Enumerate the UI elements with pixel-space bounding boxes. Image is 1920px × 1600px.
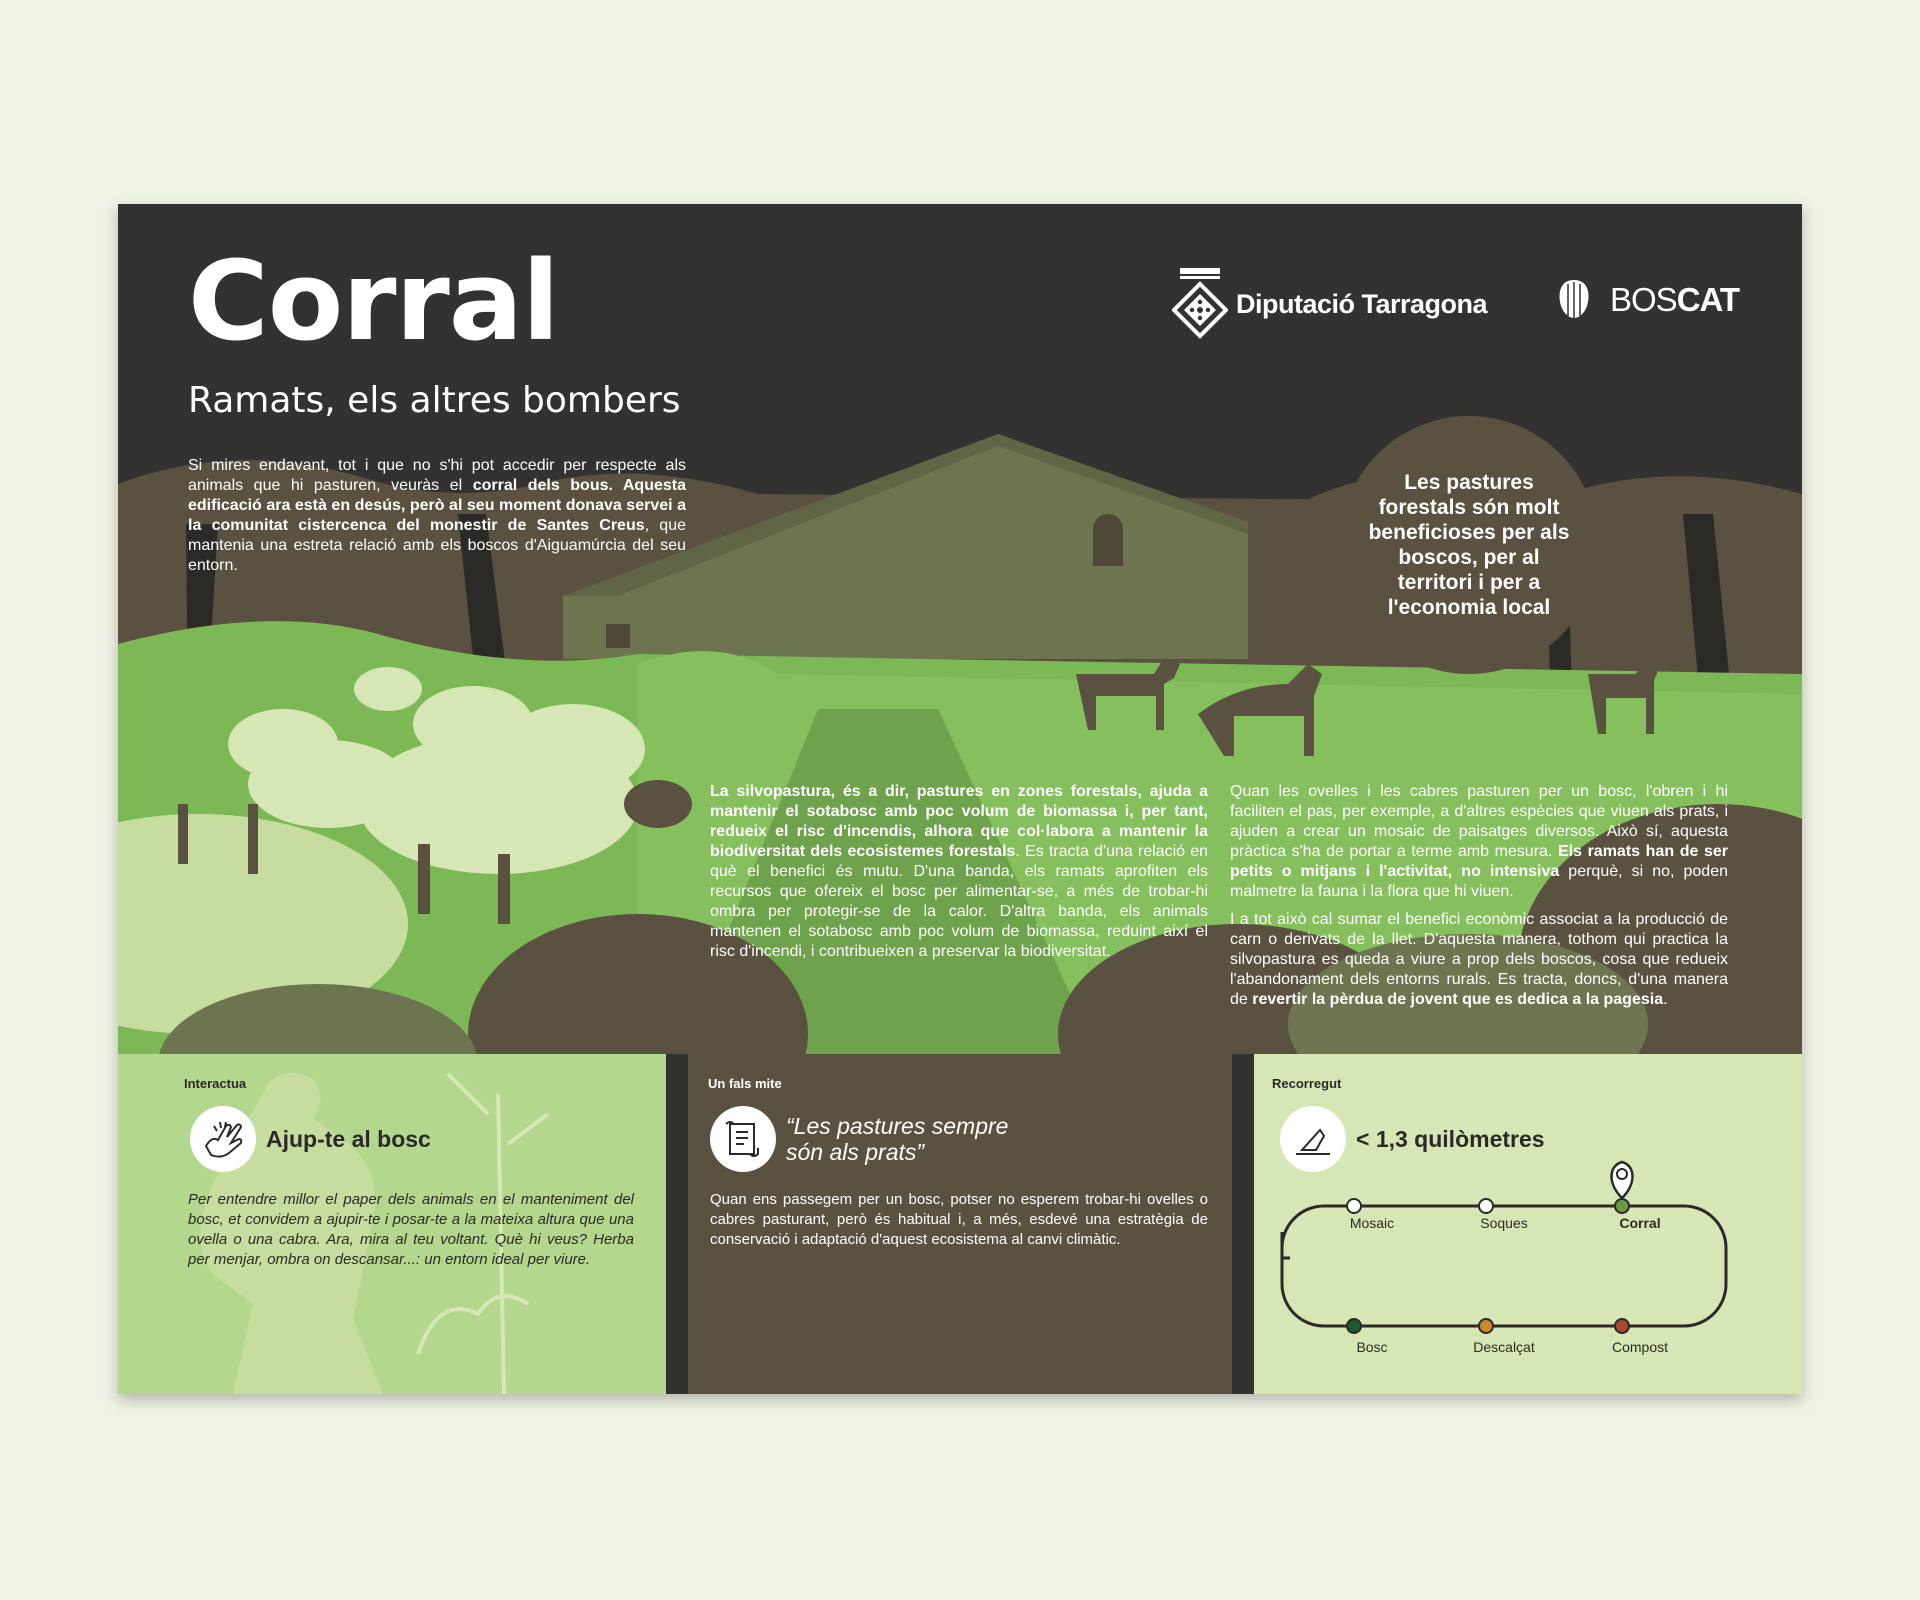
boscat-bold: CAT: [1676, 281, 1740, 318]
ramats-p1-run: Els ramats han de ser petits o mitjans i l'activitat, no intensiva: [1230, 843, 1728, 880]
route-stop-bottom-1: [1479, 1319, 1493, 1333]
myth-label: Un fals mite: [708, 1076, 782, 1091]
ramats-paragraph-2: [1230, 910, 1728, 1010]
boscat-logo: [1558, 278, 1739, 322]
myth-heading: [710, 1106, 1046, 1172]
route-stop-label: Compost: [1611, 1339, 1669, 1355]
route-stop-top-1: [1479, 1199, 1493, 1213]
boscat-wordmark: [1600, 281, 1739, 319]
info-panel: [118, 204, 1802, 1394]
interact-title: Ajup-te al bosc: [266, 1125, 431, 1152]
ramats-p2-run: I a tot això cal sumar el benefici econòmic associat a la producció de carn o derivats de la llet. D'aquesta manera, tothom qui practica la silvopastura es queda a viure a prop dels boscos, cosa que redueix l'abandonament dels entorns rurals. Es tracta, doncs, d'una manera de: [1230, 911, 1728, 1008]
interact-heading: [190, 1106, 431, 1172]
scroll-icon: [710, 1106, 776, 1172]
route-stop-bottom-2: [1615, 1319, 1629, 1333]
intro-run: Si mires endavant, tot i que no s'hi pot accedir per respecte als animals que hi pasturen, veuràs el: [188, 457, 686, 494]
location-pin-icon: [1612, 1162, 1633, 1198]
interact-label: Interactua: [184, 1076, 247, 1091]
silvopastura-text: [710, 782, 1208, 962]
myth-box: [688, 1054, 1232, 1394]
route-stop-bottom-0: [1347, 1319, 1361, 1333]
route-stop-label: Descalçat: [1473, 1339, 1535, 1355]
silvopastura-run: La silvopastura, és a dir, pastures en zones forestals, ajuda a mantenir el sotabosc amb poc volum de biomassa i, per tant, redueix el risc d'incendis, alhora que col·labora a mantenir la biodiversitat dels ecosistemes forestals: [710, 783, 1208, 860]
boscat-tree-icon: [1558, 278, 1590, 322]
route-distance: < 1,3 quilòmetres: [1356, 1125, 1545, 1152]
interact-body: Per entendre millor el paper dels animals en el manteniment del bosc, et convidem a ajupir-te i posar-te a la mateixa altura que una ovella o una cabra. Ara, mira al teu voltant. Què hi veus? Herba per menjar, ombra on descansar...: un entorn ideal per viure.: [188, 1191, 634, 1268]
ramats-p2-run: revertir la pèrdua de jovent que es dedica a la pagesia: [1252, 991, 1664, 1008]
route-stop-label: Bosc: [1356, 1339, 1388, 1355]
ramats-p2-run: .: [1663, 991, 1668, 1008]
myth-title: “Les pastures sempre són als prats”: [786, 1113, 1009, 1165]
page-subtitle: Ramats, els altres bombers: [188, 380, 681, 421]
route-stop-label: Corral: [1619, 1215, 1661, 1231]
boscat-regular: BOS: [1610, 281, 1677, 318]
intro-text: [188, 456, 686, 576]
route-map: [1274, 1154, 1774, 1384]
route-stop-top-0: [1347, 1199, 1361, 1213]
diputacio-tarragona-logo: [1172, 268, 1487, 340]
highlight-text: Les pastures forestals són molt beneficioses per als boscos, per al territori i per a l'economia local: [1368, 471, 1570, 619]
myth-body: Quan ens passegem per un bosc, potser no esperem trobar-hi ovelles o cabres pasturant, però és habitual i, a més, esdevé una estratègia de conservació i adaptació d'aquest ecosistema al canvi climàtic.: [710, 1191, 1208, 1248]
diputacio-emblem-icon: [1172, 268, 1228, 340]
interact-box: [118, 1054, 666, 1394]
hands-icon: [190, 1106, 256, 1172]
ramats-p1-run: perquè, si no, poden malmetre la fauna i la flora que hi viuen.: [1230, 863, 1728, 900]
intro-run: , que mantenia una estreta relació amb els boscos d'Aiguamúrcia del seu entorn.: [188, 517, 686, 574]
diputacio-tarragona-wordmark: Diputació Tarragona: [1236, 288, 1488, 319]
silvopastura-run: . Es tracta d'una relació en què el benefici és mutu. D'una banda, els ramats aprofiten els recursos que ofereix el bosc per alimentar-se, a més de trobar-hi ombra per protegir-se de la calor. D'altra banda, els animals mantenen el sotabosc amb poc volum de biomassa, reduint així el risc d'incendi, i contribueixen a preservar la biodiversitat.: [710, 843, 1208, 960]
route-stop-label: Soques: [1480, 1215, 1528, 1231]
intro-run: corral dels bous. Aquesta edificació ara està en desús, però al seu moment donava servei a la comunitat cistercenca del monestir de Santes Creus: [188, 477, 686, 534]
ramats-p1-run: Quan les ovelles i les cabres pasturen per un bosc, l'obren i hi faciliten el pas, per exemple, a d'altres espècies que viuen als prats, i ajuden a crear un mosaic de paisatges diversos. Això sí, aquesta pràctica s'ha de portar a terme amb mesura.: [1230, 783, 1728, 860]
ramats-text: [1230, 782, 1728, 1018]
route-box: [1254, 1054, 1802, 1394]
route-stop-label: Mosaic: [1349, 1215, 1395, 1231]
page-title: Corral: [188, 237, 559, 365]
ramats-paragraph-1: [1230, 782, 1728, 902]
highlight-circle: [1340, 416, 1598, 674]
route-stop-top-2: [1615, 1199, 1629, 1213]
route-label: Recorregut: [1272, 1076, 1342, 1091]
